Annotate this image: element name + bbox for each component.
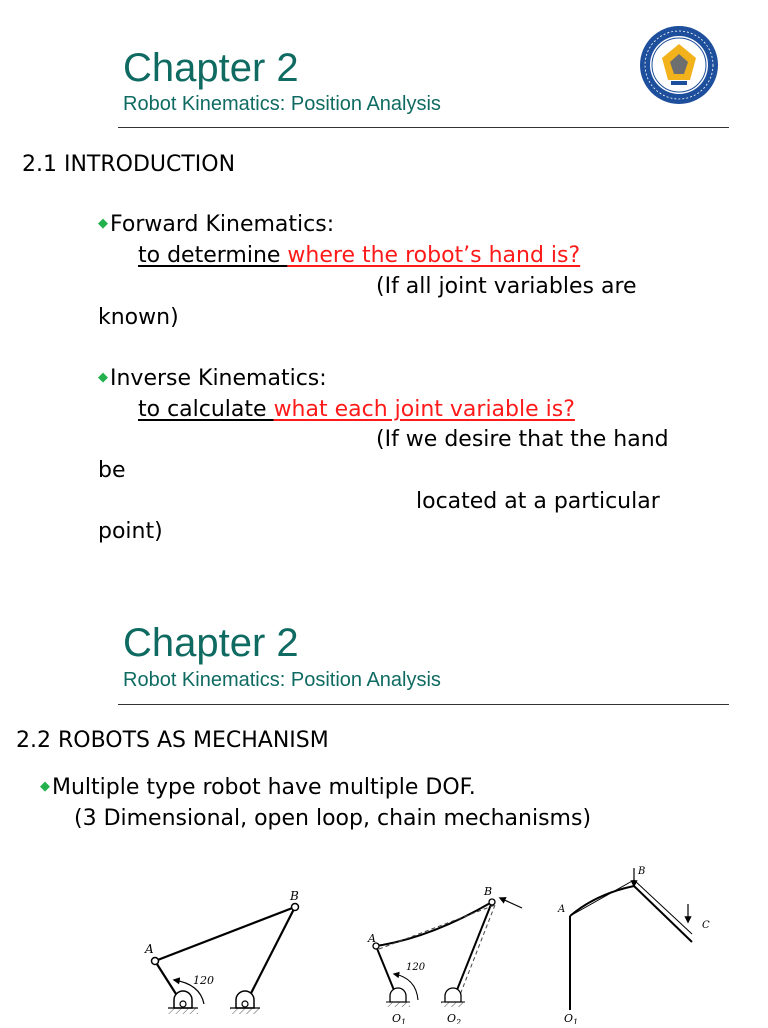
svg-text:O2 xyxy=(447,1012,461,1024)
slide1-title: Chapter 2 xyxy=(123,46,299,90)
forward-prefix: to determine xyxy=(138,243,288,268)
fig1-angle: 120 xyxy=(193,974,214,987)
forward-label: Forward Kinematics: xyxy=(110,212,335,237)
forward-highlight: where the robot’s hand is? xyxy=(287,243,581,268)
inverse-definition xyxy=(138,399,575,421)
slide2-title: Chapter 2 xyxy=(123,621,299,665)
inverse-kinematics-item xyxy=(98,368,327,390)
fig2-sub-o2: 2 xyxy=(456,1018,462,1024)
slide1-subtitle: Robot Kinematics: Position Analysis xyxy=(123,93,441,115)
fig3-sub-o1: 1 xyxy=(573,1018,579,1024)
university-seal-icon xyxy=(638,24,720,106)
forward-note-line1: (If all joint variables are xyxy=(376,274,637,299)
open-chain-arm-figure xyxy=(557,866,710,1024)
fig2-label-o2: O xyxy=(447,1012,457,1024)
fig3-label-a: A xyxy=(558,904,566,915)
dof-bullet-item xyxy=(40,777,476,799)
inverse-note-line4: point) xyxy=(98,519,163,544)
four-bar-linkage-figure xyxy=(144,889,299,1014)
fig1-label-b: B xyxy=(290,889,299,903)
fig2-label-o1: O xyxy=(392,1012,402,1024)
slide1-divider xyxy=(118,127,729,128)
fig3-label-o1: O xyxy=(564,1012,574,1024)
inverse-note-line3: located at a particular xyxy=(416,489,660,514)
inverse-label: Inverse Kinematics: xyxy=(110,366,327,391)
inverse-note-line1: (If we desire that the hand xyxy=(376,427,669,452)
slide1-section-heading: 2.1 INTRODUCTION xyxy=(22,152,236,177)
forward-definition xyxy=(138,245,580,267)
svg-text:O1 xyxy=(564,1012,578,1024)
slide2-divider xyxy=(118,704,729,705)
fig2-label-a: A xyxy=(368,932,376,945)
forward-kinematics-item xyxy=(98,214,334,236)
diamond-bullet-icon: ◆ xyxy=(40,779,50,794)
fig3-label-c: C xyxy=(702,920,710,931)
diamond-bullet-icon: ◆ xyxy=(98,216,108,231)
slide2-subtitle: Robot Kinematics: Position Analysis xyxy=(123,669,441,691)
diamond-bullet-icon: ◆ xyxy=(98,370,108,385)
slide2-section-heading: 2.2 ROBOTS AS MECHANISM xyxy=(16,728,329,753)
forward-note-line2: known) xyxy=(98,305,179,330)
dof-bullet-line2: (3 Dimensional, open loop, chain mechanisms) xyxy=(74,806,592,831)
svg-text:O1 xyxy=(392,1012,406,1024)
inverse-prefix: to calculate xyxy=(138,397,274,422)
dof-bullet-line1: Multiple type robot have multiple DOF. xyxy=(52,775,476,800)
inverse-note-line2: be xyxy=(98,458,126,483)
fig2-angle: 120 xyxy=(406,962,426,973)
fig2-sub-o1: 1 xyxy=(401,1018,407,1024)
fig3-label-b: B xyxy=(638,866,646,877)
inverse-highlight: what each joint variable is? xyxy=(273,397,575,422)
flexible-linkage-figure xyxy=(367,885,522,1024)
mechanism-figures xyxy=(0,850,768,1024)
fig1-label-a: A xyxy=(145,942,154,956)
fig2-label-b: B xyxy=(484,885,493,898)
